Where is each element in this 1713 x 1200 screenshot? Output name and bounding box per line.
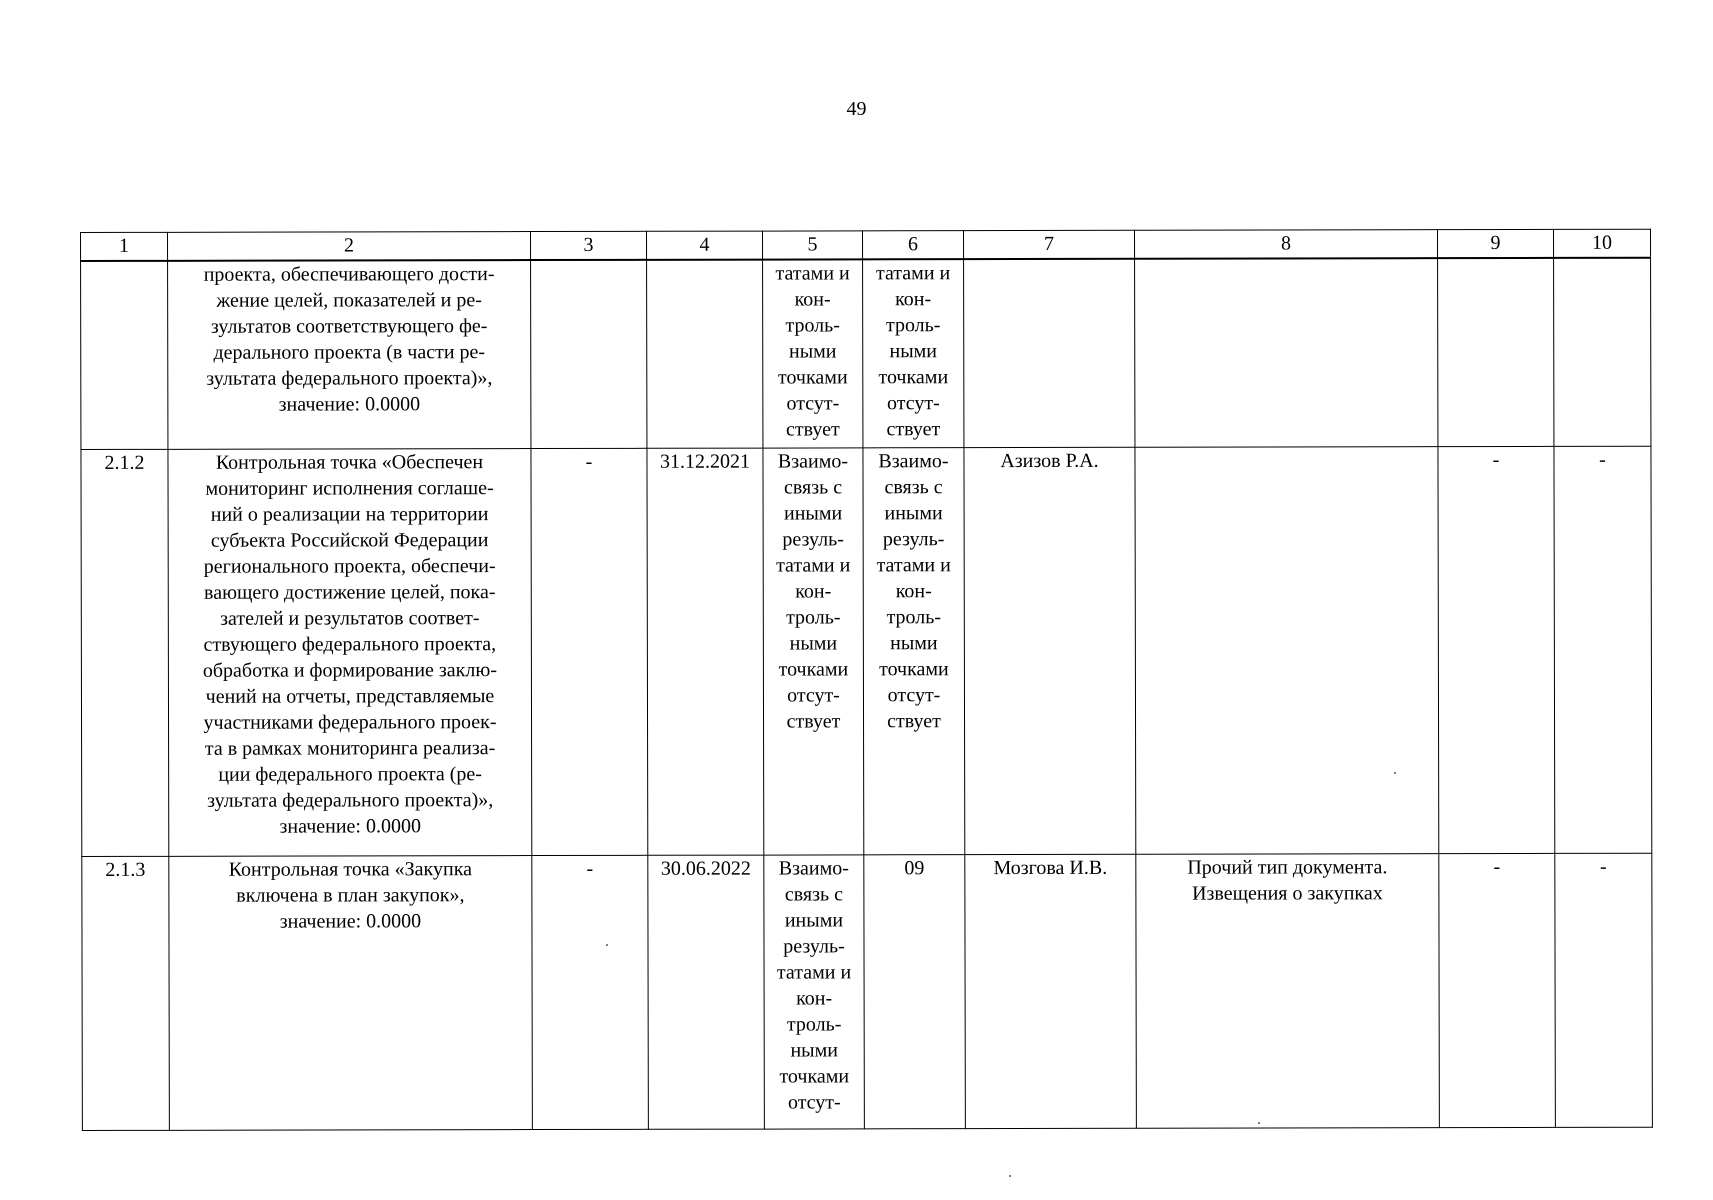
header-cell-3: 3 <box>531 231 647 260</box>
description-cell: Контрольная точка «Обеспечен мониторинг исполнения соглаше- ний о реализации на территории субъекта Российской Федерации регионального проекта, обеспечи- вающего достижение целей, пока- зателей и результатов соответ- ствующего федерального проекта, обработка и формирование заклю- чений на отчеты, представляемые участниками федерального проек- та в рамках мониторинга реализа- ции федерального проекта (ре- зультата федерального проекта)», значение: 0.0000 <box>168 448 532 856</box>
cell-col-3: - <box>532 855 649 1129</box>
scan-speck <box>1258 1122 1260 1124</box>
header-cell-1: 1 <box>81 232 168 261</box>
header-cell-5: 5 <box>762 231 862 260</box>
header-cell-6: 6 <box>862 231 963 260</box>
header-cell-9: 9 <box>1437 229 1553 258</box>
cell-col-10: - <box>1554 446 1652 853</box>
relation-cell: татами и кон- троль- ными точками отсут- ствует <box>763 259 863 447</box>
page-number: 49 <box>846 98 867 120</box>
cell-col-10: - <box>1555 853 1653 1127</box>
relation-cell: Взаимо- связь с иными резуль- татами и кон- троль- ными точками отсут- <box>764 854 865 1128</box>
cell-col-9 <box>1438 258 1554 446</box>
cell-col-3 <box>531 260 647 448</box>
description-cell: Контрольная точка «Закупка включена в план закупок», значение: 0.0000 <box>169 855 533 1130</box>
document-type-cell <box>1135 446 1439 854</box>
date-cell <box>647 260 763 448</box>
description-cell: проекта, обеспечивающего дости- жение целей, показателей и ре- зультатов соответствующего фе- дерального проекта (в части ре- зультата федерального проекта)», значение: 0.0000 <box>168 260 531 449</box>
table-row <box>81 446 1652 856</box>
table-row <box>82 853 1653 1130</box>
document-type-cell: Прочий тип документа. Извещения о закупках <box>1136 853 1440 1128</box>
cell-col-9: - <box>1438 446 1555 853</box>
column-number-header-row <box>81 229 1651 261</box>
row-number-cell <box>81 261 168 449</box>
relation-cell: Взаимо- связь с иными резуль- татами и кон- троль- ными точками отсут- ствует <box>763 447 864 854</box>
cell-col-9: - <box>1439 853 1556 1127</box>
scan-speck <box>1394 772 1396 774</box>
row-number-cell: 2.1.2 <box>81 449 169 856</box>
document-type-cell <box>1135 258 1438 447</box>
header-cell-4: 4 <box>646 231 762 260</box>
relation-cell-2: татами и кон- троль- ными точками отсут- ствует <box>863 259 964 447</box>
header-cell-2: 2 <box>168 232 531 261</box>
date-cell: 31.12.2021 <box>647 448 764 855</box>
relation-cell-2: 09 <box>864 854 966 1128</box>
responsible-cell: Мозгова И.В. <box>965 854 1137 1128</box>
date-cell: 30.06.2022 <box>648 855 765 1129</box>
responsible-cell <box>964 259 1135 447</box>
scan-speck <box>1009 1175 1011 1177</box>
header-cell-10: 10 <box>1553 229 1650 258</box>
header-cell-7: 7 <box>963 230 1134 259</box>
row-number-cell: 2.1.3 <box>82 856 170 1130</box>
cell-col-10 <box>1554 258 1651 446</box>
scan-speck <box>606 944 608 946</box>
responsible-cell: Азизов Р.А. <box>964 447 1136 854</box>
table-row <box>81 258 1651 449</box>
header-cell-8: 8 <box>1134 230 1437 259</box>
relation-cell-2: Взаимо- связь с иными резуль- татами и кон- троль- ными точками отсут- ствует <box>863 447 965 854</box>
cell-col-3: - <box>531 448 648 855</box>
document-table <box>80 229 1653 1131</box>
